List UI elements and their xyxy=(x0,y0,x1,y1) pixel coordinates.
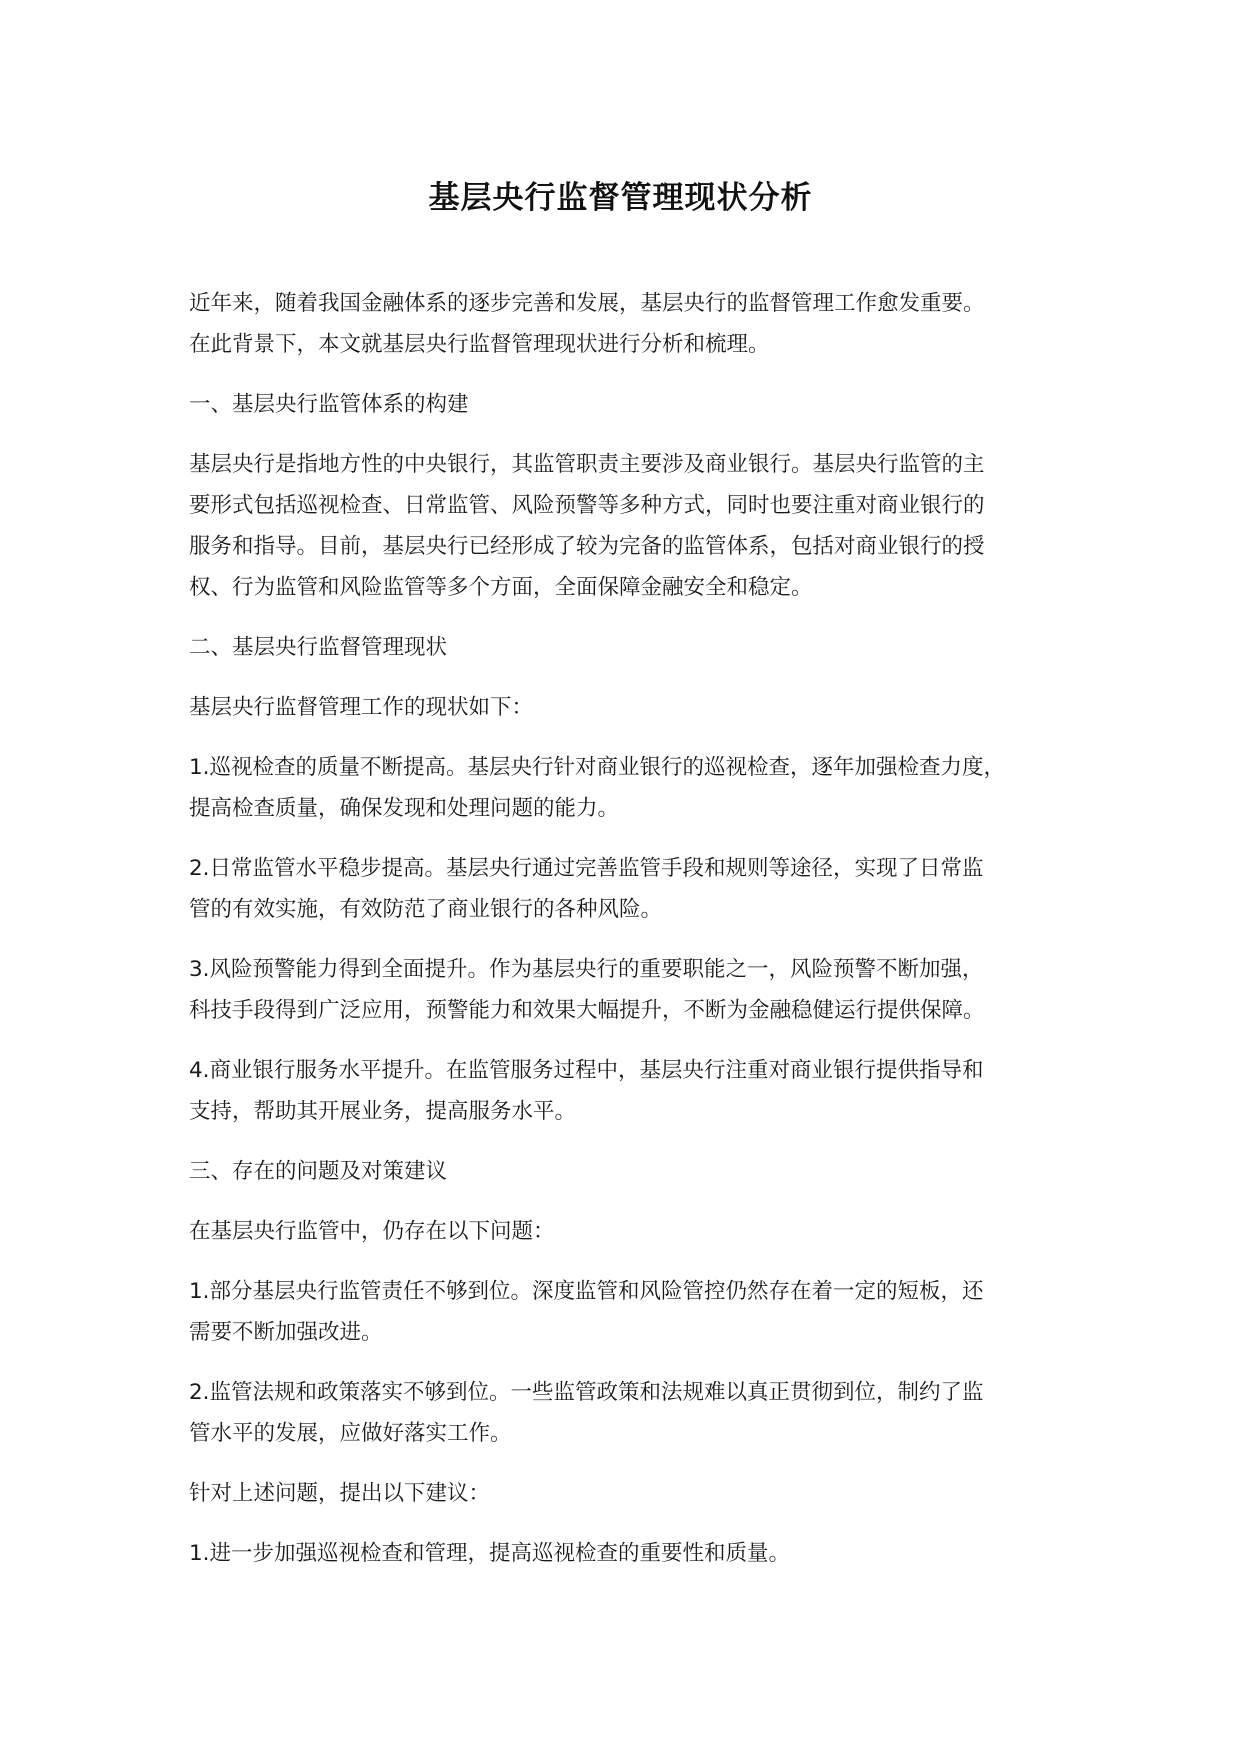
problem-item-2 xyxy=(189,1372,1089,1454)
paragraph-line: 2.监管法规和政策落实不够到位。一些监管政策和法规难以真正贯彻到位，制约了监 xyxy=(189,1380,984,1405)
document-body xyxy=(189,283,1089,1593)
paragraph-line: 基层央行是指地方性的中央银行，其监管职责主要涉及商业银行。基层央行监管的主 xyxy=(189,452,985,477)
paragraph-line: 近年来，随着我国金融体系的逐步完善和发展，基层央行的监督管理工作愈发重要。 xyxy=(189,291,985,316)
paragraph-problems-intro xyxy=(189,1211,1089,1252)
paragraph-line: 针对上述问题，提出以下建议： xyxy=(189,1481,491,1506)
paragraph-line: 3.风险预警能力得到全面提升。作为基层央行的重要职能之一，风险预警不断加强， xyxy=(189,957,984,982)
section-heading-text: 三、存在的问题及对策建议 xyxy=(189,1159,448,1184)
paragraph-line: 在此背景下，本文就基层央行监督管理现状进行分析和梳理。 xyxy=(189,332,770,357)
paragraph-line: 管水平的发展，应做好落实工作。 xyxy=(189,1421,512,1446)
paragraph-line: 4.商业银行服务水平提升。在监管服务过程中，基层央行注重对商业银行提供指导和 xyxy=(189,1058,984,1083)
paragraph-line: 1.部分基层央行监管责任不够到位。深度监管和风险管控仍然存在着一定的短板，还 xyxy=(189,1279,984,1304)
document-title: 基层央行监督管理现状分析 xyxy=(428,180,813,216)
paragraph-line: 服务和指导。目前，基层央行已经形成了较为完备的监管体系，包括对商业银行的授 xyxy=(189,534,985,559)
section-heading-3 xyxy=(189,1151,1089,1192)
paragraph-line: 提高检查质量，确保发现和处理问题的能力。 xyxy=(189,796,620,821)
paragraph-suggestions-intro xyxy=(189,1473,1089,1514)
section-heading-2 xyxy=(189,627,1089,668)
status-item-1 xyxy=(189,747,1089,829)
section-heading-text: 一、基层央行监管体系的构建 xyxy=(189,392,469,417)
section-heading-text: 二、基层央行监督管理现状 xyxy=(189,635,448,660)
suggestion-item-1 xyxy=(189,1533,1089,1574)
paragraph-line: 支持，帮助其开展业务，提高服务水平。 xyxy=(189,1099,577,1124)
paragraph-line: 2.日常监管水平稳步提高。基层央行通过完善监管手段和规则等途径，实现了日常监 xyxy=(189,856,984,881)
status-item-2 xyxy=(189,848,1089,930)
status-item-3 xyxy=(189,949,1089,1031)
paragraph-status-intro xyxy=(189,687,1089,728)
paragraph-intro xyxy=(189,283,1089,365)
problem-item-1 xyxy=(189,1271,1089,1353)
paragraph-line: 管的有效实施，有效防范了商业银行的各种风险。 xyxy=(189,897,663,922)
paragraph-line: 在基层央行监管中，仍存在以下问题： xyxy=(189,1219,555,1244)
paragraph-line: 要形式包括巡视检查、日常监管、风险预警等多种方式，同时也要注重对商业银行的 xyxy=(189,493,985,518)
paragraph-system xyxy=(189,444,1089,608)
section-heading-1 xyxy=(189,384,1089,425)
paragraph-line: 1.巡视检查的质量不断提高。基层央行针对商业银行的巡视检查，逐年加强检查力度， xyxy=(189,755,1006,780)
paragraph-line: 1.进一步加强巡视检查和管理，提高巡视检查的重要性和质量。 xyxy=(189,1541,791,1566)
paragraph-line: 科技手段得到广泛应用，预警能力和效果大幅提升，不断为金融稳健运行提供保障。 xyxy=(189,998,985,1023)
paragraph-line: 基层央行监督管理工作的现状如下： xyxy=(189,695,534,720)
paragraph-line: 需要不断加强改进。 xyxy=(189,1320,383,1345)
status-item-4 xyxy=(189,1050,1089,1132)
paragraph-line: 权、行为监管和风险监管等多个方面，全面保障金融安全和稳定。 xyxy=(189,575,813,600)
